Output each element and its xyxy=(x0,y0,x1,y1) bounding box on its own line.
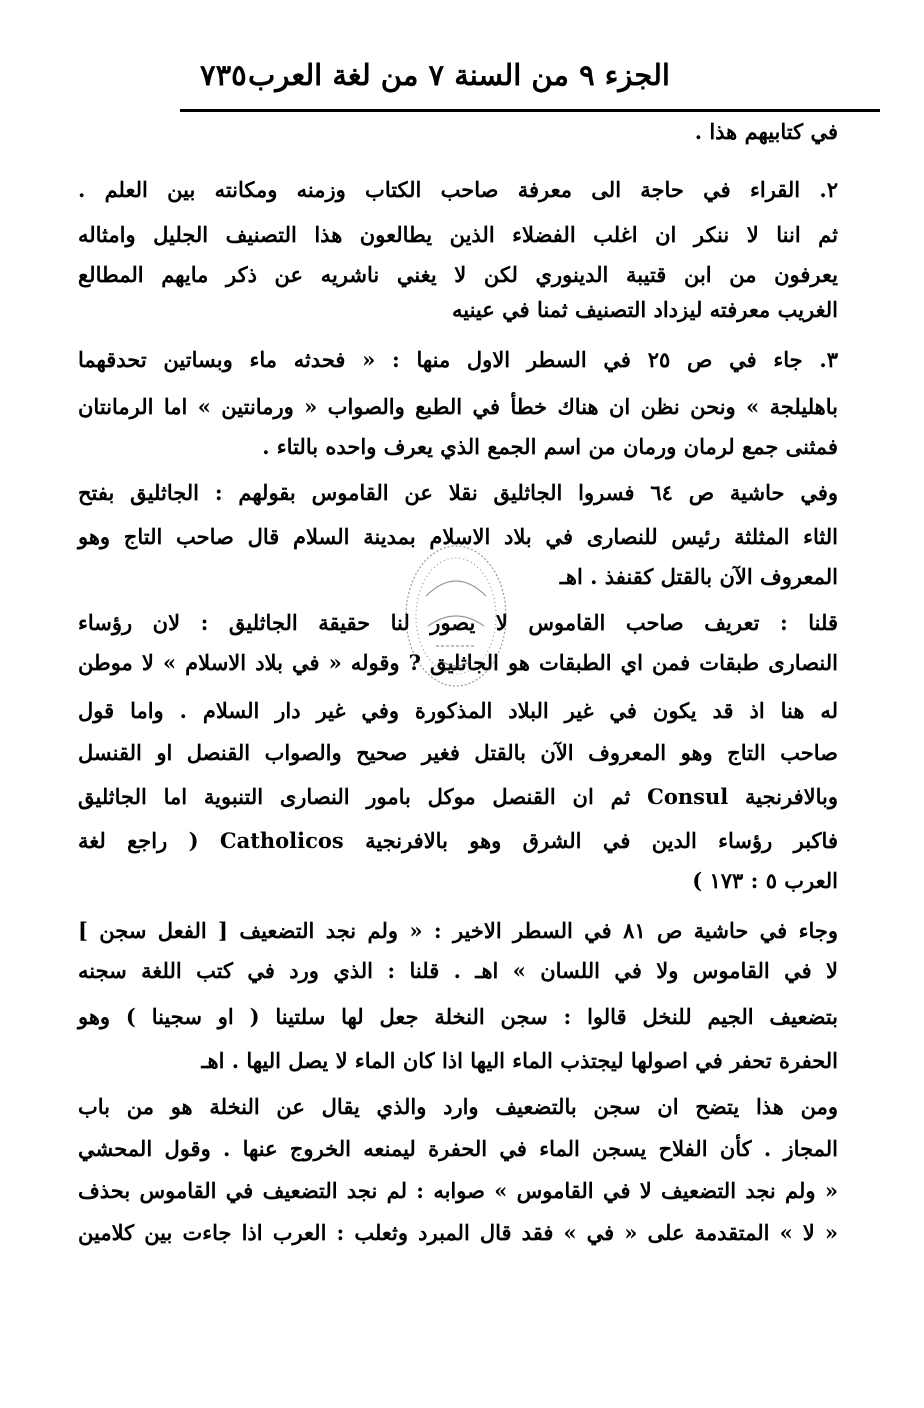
text-line: ومن هذا يتضح ان سجن بالتضعيف وارد والذي يقال عن النخلة هو من باب xyxy=(78,1094,838,1119)
text-line: المعروف الآن بالقتل كقنفذ . اهـ xyxy=(559,564,838,589)
text-line: العرب ٥ : ١٧٣ ) xyxy=(692,868,838,893)
running-title: الجزء ٩ من السنة ٧ من لغة العرب xyxy=(248,58,670,92)
text-line: « لا » المتقدمة على « في » فقد قال المبرد وثعلب : العرب اذا جاءت بين كلامين xyxy=(78,1220,838,1245)
text-line: لا في القاموس ولا في اللسان » اهـ . قلنا : الذي ورد في كتب اللغة سجنه xyxy=(78,958,838,983)
text-line: وفي حاشية ص ٦٤ فسروا الجاثليق نقلا عن القاموس بقولهم : الجاثليق بفتح xyxy=(78,480,838,505)
text-line: صاحب التاج وهو المعروف الآن بالقتل فغير صحيح والصواب القنصل او القنسل xyxy=(78,740,838,765)
text-line: وبالافرنجية Consul ثم ان القنصل موكل بامور النصارى التنبوية اما الجاثليق xyxy=(78,784,838,809)
text-line: الحفرة تحفر في اصولها ليجتذب الماء اليها اذا كان الماء لا يصل اليها . اهـ xyxy=(201,1048,838,1073)
text-line: الثاء المثلثة رئيس للنصارى في بلاد الاسلام بمدينة السلام قال صاحب التاج وهو xyxy=(78,524,838,549)
page-header xyxy=(200,58,670,98)
text-line: فاكبر رؤساء الدين في الشرق وهو بالافرنجية Catholicos ( راجع لغة xyxy=(78,828,838,853)
library-stamp-icon xyxy=(396,536,516,696)
text-line: ثم اننا لا ننكر ان اغلب الفضلاء الذين يطالعون هذا التصنيف الجليل وامثاله xyxy=(78,222,838,247)
text-line: ٣. جاء في ص ٢٥ في السطر الاول منها : « فحدثه ماء وبساتين تحدقهما xyxy=(78,347,838,372)
text-line: ٢. القراء في حاجة الى معرفة صاحب الكتاب وزمنه ومكانته بين العلم . xyxy=(78,177,838,202)
text-line: الغريب معرفته ليزداد التصنيف ثمنا في عينيه xyxy=(452,297,838,322)
page-number: ٧٣٥ xyxy=(200,58,247,92)
text-line: له هنا اذ قد يكون في غير البلاد المذكورة وفي غير دار السلام . واما قول xyxy=(78,698,838,723)
text-line: وجاء في حاشية ص ٨١ في السطر الاخير : « ولم نجد التضعيف [ الفعل سجن ] xyxy=(78,918,838,943)
text-line: فمثنى جمع لرمان ورمان من اسم الجمع الذي يعرف واحده بالتاء . xyxy=(262,434,838,459)
text-line: « ولم نجد التضعيف لا في القاموس » صوابه : لم نجد التضعيف في القاموس بحذف xyxy=(78,1178,838,1203)
text-line: بتضعيف الجيم للنخل قالوا : سجن النخلة جعل لها سلتينا ( او سجينا ) وهو xyxy=(78,1004,838,1029)
text-line: باهليلجة » ونحن نظن ان هناك خطأ في الطبع والصواب « ورمانتين » اما الرمانتان xyxy=(78,394,838,419)
text-line: في كتابيهم هذا . xyxy=(694,119,838,144)
header-rule xyxy=(180,109,880,112)
text-line: قلنا : تعريف صاحب القاموس لا يصور لنا حقيقة الجاثليق : لان رؤساء xyxy=(78,610,838,635)
text-line: النصارى طبقات فمن اي الطبقات هو الجاثليق ? وقوله « في بلاد الاسلام » لا موطن xyxy=(78,650,838,675)
text-line: يعرفون من ابن قتيبة الدينوري لكن لا يغني ناشريه عن ذكر مايهم المطالع xyxy=(78,262,838,287)
text-line: المجاز . كأن الفلاح يسجن الماء في الحفرة ليمنعه الخروج عنها . وقول المحشي xyxy=(78,1136,838,1161)
